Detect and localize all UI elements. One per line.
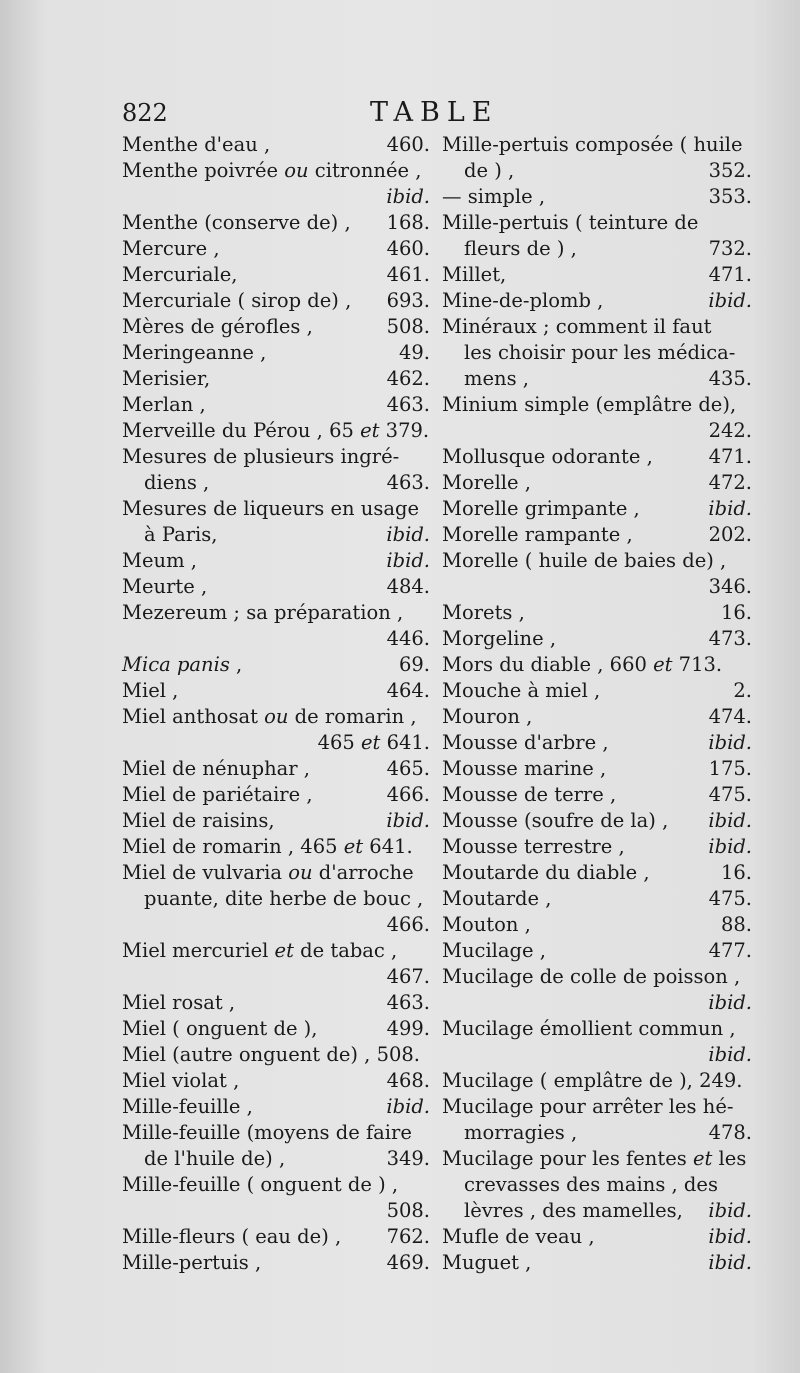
index-entry <box>442 314 752 392</box>
index-entry <box>442 522 752 548</box>
entry-page-ref: ibid. <box>386 549 430 572</box>
index-entry <box>122 1042 430 1068</box>
entry-term: Miel violat , <box>122 1069 240 1092</box>
entry-term: Mille-pertuis , <box>122 1251 262 1274</box>
entry-term: Mucilage émollient commun , <box>442 1017 736 1040</box>
entry-page-ref: 466. <box>386 783 430 806</box>
entry-page-ref: ibid. <box>708 809 752 832</box>
entry-term-continued: morragies , <box>464 1121 578 1144</box>
entry-page-ref: 471. <box>708 263 752 286</box>
index-entry <box>122 652 430 678</box>
entry-page-ref: 461. <box>386 263 430 286</box>
index-entry <box>122 782 430 808</box>
index-entry <box>122 236 430 262</box>
entry-term: Minéraux ; comment il faut <box>442 315 712 338</box>
entry-term: Merveille du Pérou , 65 et 379. <box>122 419 430 442</box>
index-entry <box>442 1016 752 1068</box>
entry-page-ref: 475. <box>708 887 752 910</box>
index-entry <box>442 834 752 860</box>
entry-page-ref: 460. <box>386 133 430 156</box>
index-entry <box>442 1250 752 1276</box>
index-entry <box>122 600 430 652</box>
index-entry <box>122 1250 430 1276</box>
index-entry <box>442 626 752 652</box>
index-entry <box>442 444 752 470</box>
entry-term: Menthe d'eau , <box>122 133 271 156</box>
index-entry <box>442 808 752 834</box>
entry-page-ref: ibid. <box>708 835 752 858</box>
index-entry <box>122 158 430 210</box>
entry-term: Morgeline , <box>442 627 557 650</box>
entry-term: Miel anthosat ou de romarin , <box>122 705 417 728</box>
index-entry <box>122 548 430 574</box>
index-entry <box>122 834 430 860</box>
index-entry <box>442 210 752 262</box>
entry-page-ref: 16. <box>720 861 752 884</box>
entry-term: Menthe (conserve de) , <box>122 211 351 234</box>
index-entry <box>122 938 430 990</box>
entry-term: Miel mercuriel et de tabac , <box>122 939 398 962</box>
entry-term-continued: les choisir pour les médica- <box>464 341 736 364</box>
entry-page-ref: 477. <box>708 939 752 962</box>
entry-term: Miel de nénuphar , <box>122 757 311 780</box>
index-entry <box>122 678 430 704</box>
entry-term: Miel de pariétaire , <box>122 783 313 806</box>
entry-page-ref: 467. <box>386 965 430 988</box>
entry-term: Mères de gérofles , <box>122 315 313 338</box>
entry-page-ref: 474. <box>708 705 752 728</box>
entry-term: Mucilage pour les fentes et les <box>442 1147 747 1170</box>
entry-page-ref: 463. <box>386 393 430 416</box>
index-entry <box>122 392 430 418</box>
index-entry <box>442 392 752 444</box>
entry-page-ref: 468. <box>386 1069 430 1092</box>
entry-page-ref: ibid. <box>386 809 430 832</box>
entry-term: Mouton , <box>442 913 531 936</box>
entry-page-ref: 349. <box>386 1147 430 1170</box>
entry-page-ref: ibid. <box>708 991 752 1014</box>
index-entry <box>442 132 752 184</box>
index-entry <box>122 262 430 288</box>
entry-page-ref: 446. <box>386 627 430 650</box>
page-number: 822 <box>122 99 168 127</box>
entry-term-continued: diens , <box>144 471 210 494</box>
entry-term: Mousse de terre , <box>442 783 617 806</box>
entry-term: Mouron , <box>442 705 533 728</box>
entry-page-ref: 732. <box>708 237 752 260</box>
entry-page-ref: 478. <box>708 1121 752 1144</box>
entry-term-continued: mens , <box>464 367 529 390</box>
page-header <box>122 95 752 135</box>
index-column-right <box>442 132 752 1276</box>
entry-term-continued: de l'huile de) , <box>144 1147 286 1170</box>
entry-term: Miel ( onguent de ), <box>122 1017 318 1040</box>
entry-page-ref: 242. <box>708 419 752 442</box>
entry-term: Mesures de liqueurs en usage <box>122 497 420 520</box>
entry-page-ref: ibid. <box>386 523 430 546</box>
entry-page-ref: 462. <box>386 367 430 390</box>
entry-term: Moutarde , <box>442 887 552 910</box>
entry-page-ref: 353. <box>708 185 752 208</box>
index-entry <box>122 808 430 834</box>
entry-term-continued: puante, dite herbe de bouc , <box>144 887 424 910</box>
entry-page-ref: 465 et 641. <box>317 731 430 754</box>
index-entry <box>442 704 752 730</box>
entry-term: Mousse marine , <box>442 757 607 780</box>
entry-term: Mousse d'arbre , <box>442 731 609 754</box>
entry-term: Mucilage de colle de poisson , <box>442 965 741 988</box>
index-entry <box>442 912 752 938</box>
index-entry <box>442 548 752 600</box>
index-entry <box>442 678 752 704</box>
entry-term: Mercuriale, <box>122 263 238 286</box>
index-entry <box>442 860 752 886</box>
entry-page-ref: 484. <box>386 575 430 598</box>
index-entry <box>442 262 752 288</box>
entry-page-ref: 16. <box>720 601 752 624</box>
entry-page-ref: ibid. <box>386 185 430 208</box>
entry-term: Morelle rampante , <box>442 523 633 546</box>
entry-page-ref: 202. <box>708 523 752 546</box>
entry-term: Mille-feuille , <box>122 1095 253 1118</box>
index-entry <box>122 1068 430 1094</box>
index-entry <box>442 1068 752 1094</box>
index-entry <box>122 366 430 392</box>
entry-term: Meurte , <box>122 575 208 598</box>
entry-term: Mouche à miel , <box>442 679 601 702</box>
entry-page-ref: 693. <box>386 289 430 312</box>
entry-page-ref: 508. <box>386 315 430 338</box>
entry-page-ref: 469. <box>386 1251 430 1274</box>
entry-term: Mucilage , <box>442 939 546 962</box>
entry-page-ref: 49. <box>398 341 430 364</box>
entry-term: Moutarde du diable , <box>442 861 650 884</box>
entry-page-ref: 464. <box>386 679 430 702</box>
entry-page-ref: 465. <box>386 757 430 780</box>
entry-term: Millet, <box>442 263 507 286</box>
entry-term: Mousse terrestre , <box>442 835 625 858</box>
entry-page-ref: 475. <box>708 783 752 806</box>
index-entry <box>442 470 752 496</box>
entry-page-ref: 472. <box>708 471 752 494</box>
index-entry <box>442 938 752 964</box>
entry-term-continued: crevasses des mains , des <box>464 1173 718 1196</box>
entry-term: Mille-pertuis ( teinture de <box>442 211 699 234</box>
index-entry <box>122 314 430 340</box>
entry-page-ref: ibid. <box>708 1225 752 1248</box>
index-entry <box>122 340 430 366</box>
index-entry <box>122 1016 430 1042</box>
index-entry <box>442 1094 752 1146</box>
index-entry <box>442 288 752 314</box>
index-entry <box>442 496 752 522</box>
entry-term: Miel de raisins, <box>122 809 275 832</box>
entry-term: Miel , <box>122 679 179 702</box>
entry-term: Morelle ( huile de baies de) , <box>442 549 727 572</box>
index-entry <box>122 860 430 938</box>
entry-page-ref: ibid. <box>708 289 752 312</box>
index-entry <box>442 782 752 808</box>
index-entry <box>122 1094 430 1120</box>
index-entry <box>122 210 430 236</box>
entry-term: — simple , <box>442 185 546 208</box>
entry-page-ref: 346. <box>708 575 752 598</box>
index-entry <box>122 704 430 756</box>
entry-term-continued: lèvres , des mamelles, <box>464 1199 683 1222</box>
entry-term: Minium simple (emplâtre de), <box>442 393 737 416</box>
entry-term: Mors du diable , 660 et 713. <box>442 653 723 676</box>
entry-page-ref: 499. <box>386 1017 430 1040</box>
entry-term: Mousse (soufre de la) , <box>442 809 669 832</box>
index-entry <box>122 990 430 1016</box>
entry-term: Mine-de-plomb , <box>442 289 604 312</box>
entry-term: Merisier, <box>122 367 211 390</box>
index-entry <box>122 132 430 158</box>
entry-term: Mille-feuille (moyens de faire <box>122 1121 412 1144</box>
entry-term: Miel de vulvaria ou d'arroche <box>122 861 414 884</box>
entry-term: Morets , <box>442 601 525 624</box>
entry-term: Merlan , <box>122 393 206 416</box>
entry-page-ref: ibid. <box>708 1251 752 1274</box>
entry-term: Mercuriale ( sirop de) , <box>122 289 352 312</box>
index-entry <box>442 1224 752 1250</box>
entry-term: Mucilage pour arrêter les hé- <box>442 1095 734 1118</box>
entry-term: Menthe poivrée ou citronnée , <box>122 159 422 182</box>
entry-term: Meringeanne , <box>122 341 267 364</box>
entry-page-ref: 471. <box>708 445 752 468</box>
entry-term-continued: fleurs de ) , <box>464 237 577 260</box>
entry-term: Mille-fleurs ( eau de) , <box>122 1225 342 1248</box>
entry-page-ref: 435. <box>708 367 752 390</box>
index-entry <box>122 444 430 496</box>
index-entry <box>442 652 752 678</box>
index-entry <box>122 496 430 548</box>
entry-page-ref: ibid. <box>386 1095 430 1118</box>
entry-term: Mica panis , <box>122 653 243 676</box>
entry-page-ref: 473. <box>708 627 752 650</box>
index-entry <box>442 730 752 756</box>
entry-page-ref: ibid. <box>708 731 752 754</box>
index-entry <box>122 756 430 782</box>
entry-page-ref: 460. <box>386 237 430 260</box>
entry-term: Mufle de veau , <box>442 1225 595 1248</box>
index-entry <box>442 600 752 626</box>
index-column-left <box>122 132 430 1276</box>
entry-page-ref: 175. <box>708 757 752 780</box>
entry-term: Muguet , <box>442 1251 532 1274</box>
index-entry <box>442 756 752 782</box>
entry-term: Miel de romarin , 465 et 641. <box>122 835 413 858</box>
entry-page-ref: 762. <box>386 1225 430 1248</box>
entry-page-ref: ibid. <box>708 1043 752 1066</box>
entry-page-ref: 463. <box>386 991 430 1014</box>
entry-page-ref: 168. <box>386 211 430 234</box>
index-entry <box>122 288 430 314</box>
page-title: TABLE <box>370 97 499 128</box>
index-entry <box>122 1172 430 1224</box>
entry-term: Morelle grimpante , <box>442 497 640 520</box>
entry-page-ref: 2. <box>733 679 752 702</box>
index-entry <box>122 574 430 600</box>
entry-term: Mille-feuille ( onguent de ) , <box>122 1173 399 1196</box>
entry-term: Morelle , <box>442 471 531 494</box>
entry-term: Mollusque odorante , <box>442 445 653 468</box>
index-entry <box>442 1146 752 1224</box>
entry-term: Mucilage ( emplâtre de ), 249. <box>442 1069 743 1092</box>
index-entry <box>122 418 430 444</box>
index-entry <box>442 964 752 1016</box>
entry-page-ref: ibid. <box>708 497 752 520</box>
entry-page-ref: 88. <box>720 913 752 936</box>
entry-term: Mercure , <box>122 237 220 260</box>
index-entry <box>122 1224 430 1250</box>
entry-page-ref: 352. <box>708 159 752 182</box>
entry-page-ref: 69. <box>398 653 430 676</box>
entry-term: Miel (autre onguent de) , 508. <box>122 1043 420 1066</box>
index-entry <box>122 1120 430 1172</box>
entry-page-ref: 463. <box>386 471 430 494</box>
index-entry <box>442 184 752 210</box>
entry-page-ref: 508. <box>386 1199 430 1222</box>
index-entry <box>442 886 752 912</box>
entry-term: Mezereum ; sa préparation , <box>122 601 404 624</box>
entry-page-ref: 466. <box>386 913 430 936</box>
entry-term: Mesures de plusieurs ingré- <box>122 445 400 468</box>
entry-term-continued: de ) , <box>464 159 515 182</box>
entry-page-ref: ibid. <box>708 1199 752 1222</box>
entry-term: Meum , <box>122 549 197 572</box>
entry-term: Mille-pertuis composée ( huile <box>442 133 743 156</box>
entry-term: Miel rosat , <box>122 991 236 1014</box>
entry-term-continued: à Paris, <box>144 523 218 546</box>
